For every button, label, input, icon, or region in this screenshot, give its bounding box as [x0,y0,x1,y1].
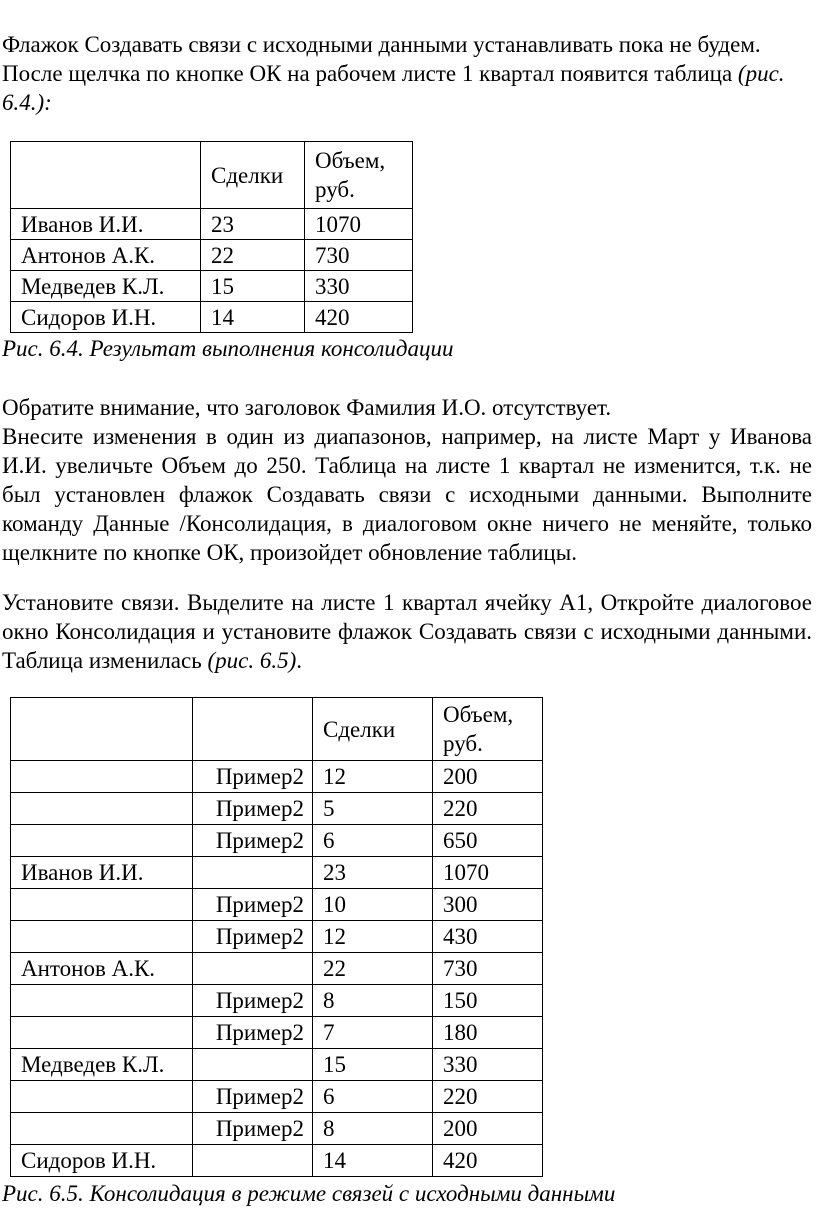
cell-volume: 420 [305,302,413,333]
cell-name [11,1081,193,1113]
cell-volume: 330 [433,1049,543,1081]
table-row [11,1081,543,1113]
header-cell-name [11,142,201,209]
cell-source [193,857,313,889]
cell-name: Иванов И.И. [11,857,193,889]
table-row [11,985,543,1017]
body-paragraph-1: Обратите внимание, что заголовок Фамилия И.О. отсутствует. [2,395,612,420]
cell-name: Сидоров И.Н. [11,1145,193,1177]
cell-deals: 22 [313,953,433,985]
cell-deals: 14 [201,302,305,333]
cell-volume: 300 [433,889,543,921]
table-row [11,1113,543,1145]
cell-name [11,761,193,793]
table-row [11,302,413,333]
cell-deals: 12 [313,921,433,953]
cell-source: Пример2 [193,921,313,953]
cell-volume: 430 [433,921,543,953]
header-cell-source [193,698,313,761]
cell-name [11,793,193,825]
table-row [11,761,543,793]
cell-deals: 14 [313,1145,433,1177]
intro-line-2-text: После щелчка по кнопке ОК на рабочем листе 1 квартал появится таблица [2,61,738,86]
cell-deals: 15 [313,1049,433,1081]
cell-source: Пример2 [193,761,313,793]
body-paragraph-3-end: . [296,648,302,673]
cell-deals: 5 [313,793,433,825]
cell-deals: 7 [313,1017,433,1049]
cell-deals: 8 [313,985,433,1017]
cell-deals: 8 [313,1113,433,1145]
cell-source [193,953,313,985]
table-row [11,889,543,921]
cell-name: Медведев К.Л. [11,1049,193,1081]
body-paragraph-3 [2,588,812,675]
header-cell-deals: Сделки [201,142,305,209]
cell-name [11,1017,193,1049]
figure-caption-6-4: Рис. 6.4. Результат выполнения консолидации [2,336,454,361]
cell-volume: 180 [433,1017,543,1049]
body-paragraph-3-text: Установите связи. Выделите на листе 1 квартал ячейку А1, Откройте диалоговое окно Консолидация и установите флажок Создавать связи с исходными данными. Таблица изменилась [2,590,812,673]
figure-ref-6-4: (рис. 6.4.): [2,61,785,115]
intro-line-1: Флажок Создавать связи с исходными данными устанавливать пока не будем. [2,32,761,57]
cell-volume: 220 [433,793,543,825]
cell-name [11,985,193,1017]
cell-volume: 220 [433,1081,543,1113]
cell-volume: 730 [305,240,413,271]
cell-deals: 23 [201,209,305,240]
table-row [11,209,413,240]
table2-body [11,761,543,1177]
cell-volume: 420 [433,1145,543,1177]
cell-volume: 150 [433,985,543,1017]
cell-volume: 650 [433,825,543,857]
body-paragraph-2: Внесите изменения в один из диапазонов, например, на листе Март у Иванова И.И. увеличьте Объем до 250. Таблица на листе 1 квартал не изменится, т.к. не был установлен флажок Создавать связи с исходными данными. Выполните команду Данные /Консолидация, в диалоговом окне ничего не меняйте, только щелкните по кнопке ОК, произойдет обновление таблицы. [2,424,812,565]
cell-deals: 23 [313,857,433,889]
cell-source: Пример2 [193,985,313,1017]
table-header-row [11,142,413,209]
table-header-row [11,698,543,761]
table-row [11,825,543,857]
cell-name: Сидоров И.Н. [11,302,201,333]
consolidation-links-table [10,697,543,1177]
cell-deals: 10 [313,889,433,921]
cell-name: Антонов А.К. [11,953,193,985]
cell-deals: 12 [313,761,433,793]
figure-ref-6-5: (рис. 6.5) [207,648,297,673]
cell-name [11,1113,193,1145]
cell-source [193,1145,313,1177]
table-row [11,953,543,985]
consolidation-result-table [10,141,413,333]
cell-name: Иванов И.И. [11,209,201,240]
cell-deals: 6 [313,825,433,857]
table-row [11,240,413,271]
cell-name [11,889,193,921]
cell-volume: 1070 [305,209,413,240]
cell-name: Антонов А.К. [11,240,201,271]
header-cell-volume: Объем, руб. [305,142,413,209]
table-row [11,1049,543,1081]
cell-deals: 6 [313,1081,433,1113]
cell-volume: 200 [433,761,543,793]
intro-line-2 [2,59,812,117]
table-row [11,857,543,889]
cell-source: Пример2 [193,1081,313,1113]
cell-name [11,921,193,953]
header-cell-volume: Объем, руб. [433,698,543,761]
cell-volume: 200 [433,1113,543,1145]
header-cell-deals: Сделки [313,698,433,761]
cell-source: Пример2 [193,1113,313,1145]
figure-caption-6-5: Рис. 6.5. Консолидация в режиме связей с исходными данными [2,1181,616,1206]
cell-volume: 730 [433,953,543,985]
cell-source: Пример2 [193,1017,313,1049]
table-row [11,271,413,302]
cell-volume: 330 [305,271,413,302]
cell-deals: 22 [201,240,305,271]
header-cell-name [11,698,193,761]
cell-deals: 15 [201,271,305,302]
cell-source [193,1049,313,1081]
table-row [11,1017,543,1049]
cell-volume: 1070 [433,857,543,889]
table-row [11,1145,543,1177]
cell-source: Пример2 [193,793,313,825]
cell-source: Пример2 [193,825,313,857]
table-row [11,793,543,825]
cell-name [11,825,193,857]
table-row [11,921,543,953]
intro-paragraph [2,30,812,117]
cell-source: Пример2 [193,889,313,921]
cell-name: Медведев К.Л. [11,271,201,302]
